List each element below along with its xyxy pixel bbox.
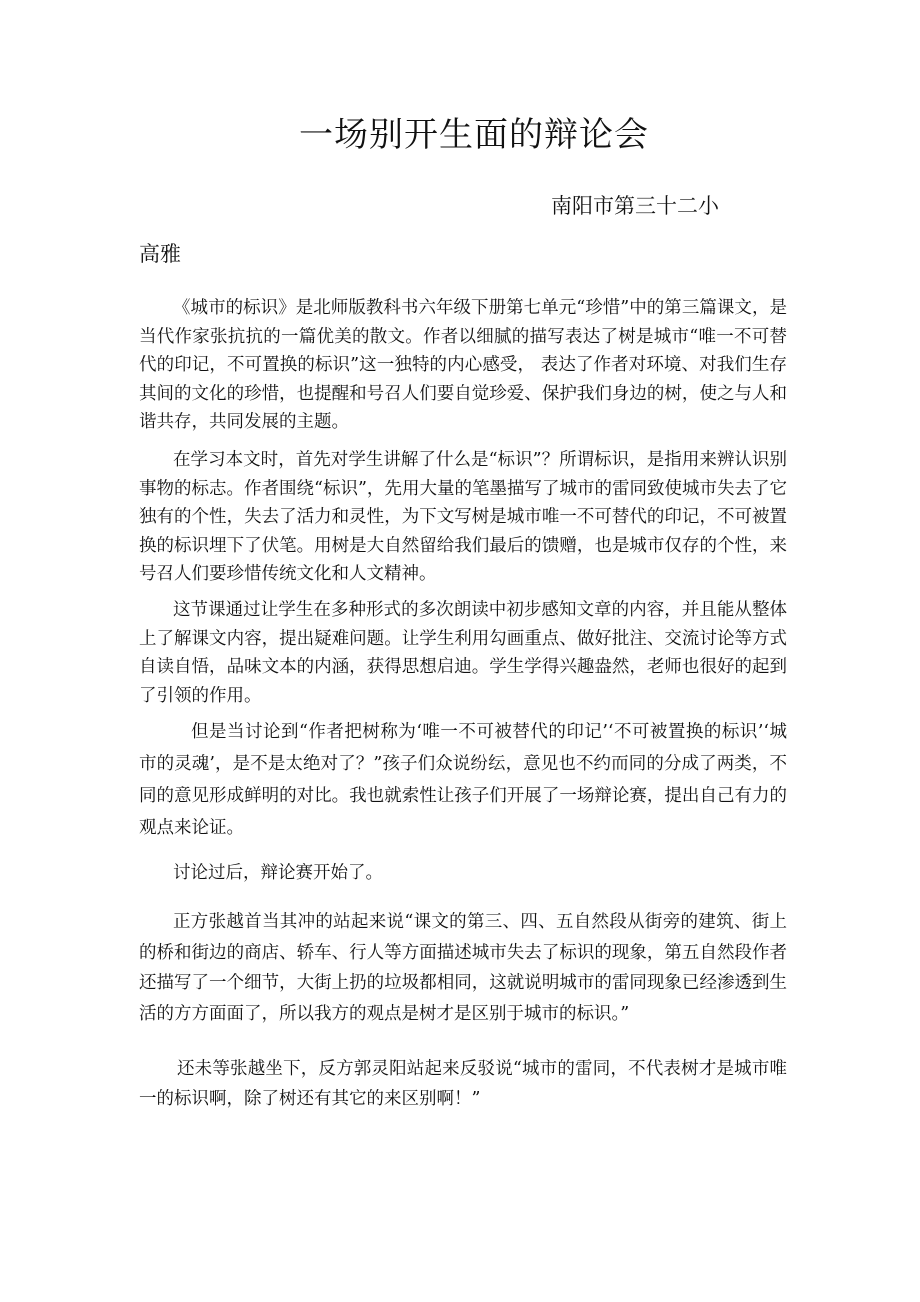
author-name: 高雅 <box>139 242 181 266</box>
paragraph-1: 《城市的标识》是北师版教科书六年级下册第七单元“珍惜”中的第三篇课文，是当代作家张抗抗的一篇优美的散文。作者以细腻的描写表达了树是城市“唯一不可替代的印记，不可置换的标识”这一独特的内心感受， 表达了作者对环境、对我们生存其间的文化的珍惜，也提醒和号召人们要自觉珍爱、保护我们身边的树，使之与人和谐共存，共同发展的主题。 <box>139 298 787 432</box>
school-name: 南阳市第三十二小 <box>551 194 719 218</box>
paragraph-4: 但是当讨论到“作者把树称为‘唯一不可被替代的印记’‘不可被置换的标识’‘城市的灵魂’，是不是太绝对了？”孩子们众说纷纭，意见也不约而同的分成了两类，不同的意见形成鲜明的对比。我也就索性让孩子们开展了一场辩论赛，提出自己有力的观点来论证。 <box>139 722 787 838</box>
paragraph-2: 在学习本文时，首先对学生讲解了什么是“标识”？所谓标识，是指用来辨认识别事物的标志。作者围绕“标识”，先用大量的笔墨描写了城市的雷同致使城市失去了它独有的个性，失去了活力和灵性，为下文写树是城市唯一不可替代的印记，不可被置换的标识埋下了伏笔。用树是大自然留给我们最后的馈赠，也是城市仅存的个性，来号召人们要珍惜传统文化和人文精神。 <box>139 450 787 584</box>
paragraph-3: 这节课通过让学生在多种形式的多次朗读中初步感知文章的内容，并且能从整体上了解课文内容，提出疑难问题。让学生利用勾画重点、做好批注、交流讨论等方式自读自悟，品味文本的内涵，获得思想启迪。学生学得兴趣盎然，老师也很好的起到了引领的作用。 <box>139 600 787 706</box>
paragraph-6: 正方张越首当其冲的站起来说“课文的第三、四、五自然段从街旁的建筑、街上的桥和街边的商店、轿车、行人等方面描述城市失去了标识的现象，第五自然段作者还描写了一个细节，大街上扔的垃圾都相同，这就说明城市的雷同现象已经渗透到生活的方方面面了，所以我方的观点是树才是区别于城市的标识。” <box>139 912 787 1024</box>
document-title: 一场别开生面的辩论会 <box>299 115 649 155</box>
paragraph-5: 讨论过后，辩论赛开始了。 <box>173 863 383 883</box>
paragraph-7: 还未等张越坐下，反方郭灵阳站起来反驳说“城市的雷同，不代表树才是城市唯一的标识啊，除了树还有其它的来区别啊！” <box>139 1059 787 1109</box>
